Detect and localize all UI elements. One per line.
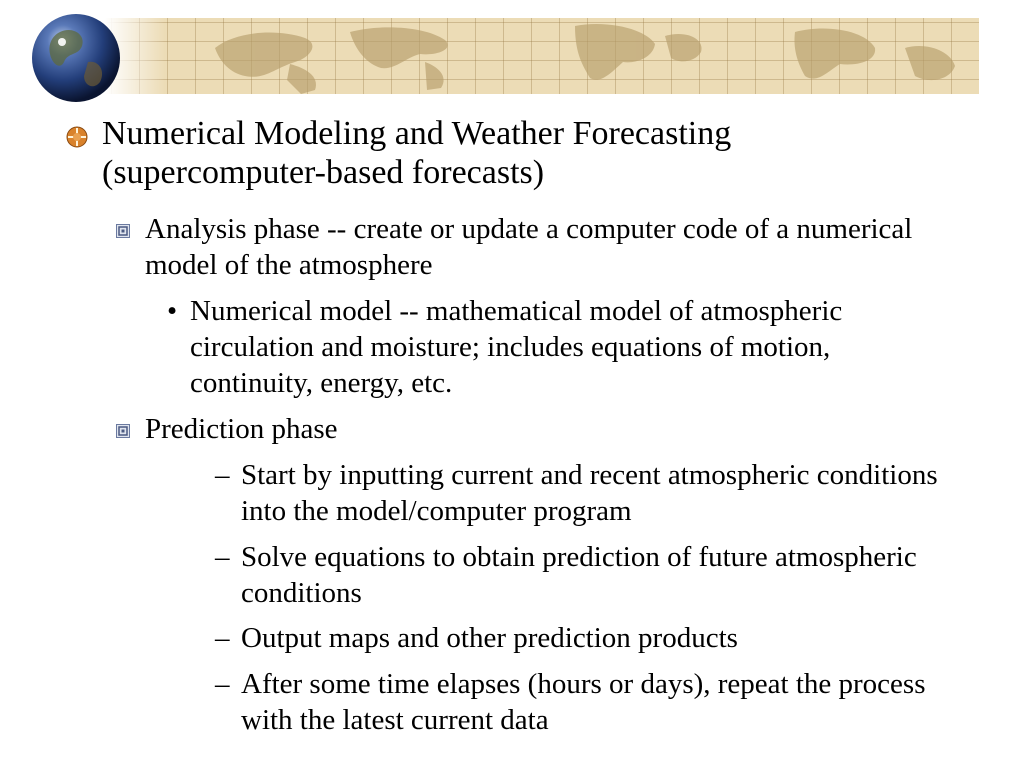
dash-marker: – (215, 668, 230, 700)
analysis-phase-text: Analysis phase -- create or update a computer code of a numerical model of the atmosphere (145, 213, 913, 281)
dash-marker: – (215, 541, 230, 573)
prediction-step (215, 539, 955, 611)
prediction-step (215, 457, 955, 529)
numerical-model-text: Numerical model -- mathematical model of atmospheric circulation and moisture; includes equations of motion, continuity, energy, etc. (190, 295, 843, 399)
prediction-phase-text: Prediction phase (145, 413, 338, 445)
prediction-step-text: Solve equations to obtain prediction of future atmospheric conditions (241, 541, 917, 609)
prediction-step-text: After some time elapses (hours or days), repeat the process with the latest current data (241, 668, 926, 736)
dot-bullet: • (167, 295, 178, 327)
square-bullet-icon (116, 424, 130, 438)
dash-marker: – (215, 459, 230, 491)
orange-circle-bullet-icon (66, 126, 88, 148)
prediction-step (215, 666, 955, 738)
prediction-step-text: Start by inputting current and recent atmospheric conditions into the model/computer program (241, 459, 938, 527)
square-bullet-icon (116, 224, 130, 238)
prediction-step (215, 620, 955, 656)
prediction-step-text: Output maps and other prediction products (241, 622, 738, 654)
slide-heading: Numerical Modeling and Weather Forecasting (supercomputer-based forecasts) (102, 115, 732, 191)
dash-marker: – (215, 622, 230, 654)
